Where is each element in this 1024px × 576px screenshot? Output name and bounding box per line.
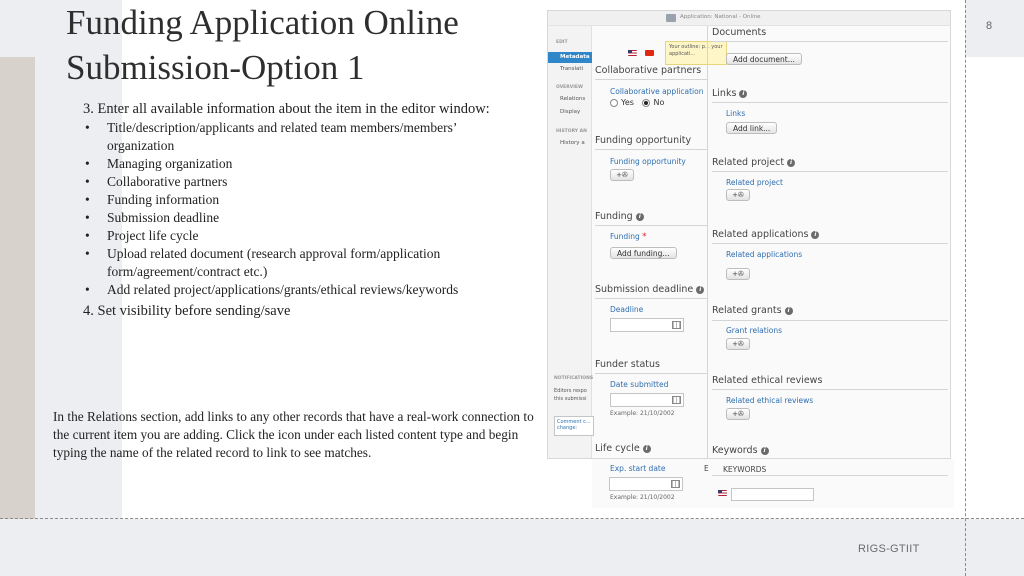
- page-number: 8: [986, 20, 993, 32]
- add-funding-button[interactable]: Add funding...: [610, 247, 677, 259]
- section-title: [595, 284, 704, 295]
- section-title: Funder status: [595, 359, 660, 370]
- calendar-icon[interactable]: [671, 480, 680, 488]
- app-title: Application: National - Online: [680, 14, 761, 20]
- required-marker: *: [642, 232, 647, 242]
- section-title-text: Related project: [712, 157, 785, 168]
- section-title: [712, 157, 795, 168]
- date-submitted-input[interactable]: [610, 393, 684, 407]
- bullet-item: • Managing organization: [83, 155, 503, 173]
- field-label: Grant relations: [726, 326, 783, 335]
- section-title: [712, 305, 793, 316]
- notification-text: Editors respo: [554, 388, 587, 394]
- divider-vertical: [965, 0, 966, 576]
- section-title-text: Funding: [595, 211, 633, 222]
- section-title-text: Keywords: [712, 445, 758, 456]
- nav-item-translations[interactable]: Translati: [560, 66, 584, 72]
- nav-head-history: HISTORY AN: [556, 129, 587, 134]
- add-ethical-review-button[interactable]: +✇: [726, 408, 750, 420]
- relations-note: In the Relations section, add links to any other records that have a real-work connection to the current item you are adding. Click the icon under each listed content type and begin typing the name of the related record to link to see matches.: [53, 409, 534, 460]
- field-label: Exp. start date: [610, 464, 666, 473]
- section-title-text: Submission deadline: [595, 284, 694, 295]
- bullet-item: • Upload related document (research approval form/application form/agreement/contract etc.): [83, 245, 503, 281]
- section-title: [595, 211, 644, 222]
- bullet-list: [83, 119, 503, 299]
- info-icon[interactable]: i: [643, 445, 651, 453]
- field-label: Related applications: [726, 250, 803, 259]
- divider: [712, 475, 948, 476]
- nav-item-relations[interactable]: Relations: [560, 96, 586, 102]
- field-label-text: Funding: [610, 232, 640, 241]
- divider: [595, 79, 707, 80]
- section-title: [712, 445, 769, 456]
- tooltip: Your outline: p... your applicati...: [665, 41, 727, 65]
- radio-no[interactable]: [642, 99, 650, 107]
- example-hint: Example: 21/10/2002: [610, 494, 675, 501]
- radio-label: No: [653, 98, 665, 107]
- field-label: Funding opportunity: [610, 157, 686, 166]
- info-icon[interactable]: i: [785, 307, 793, 315]
- footer-text: RIGS-GTIIT: [858, 543, 920, 555]
- notification-text: this submissi: [554, 396, 587, 402]
- section-title-text: Links: [712, 88, 737, 99]
- info-icon[interactable]: i: [636, 213, 644, 221]
- divider: [595, 298, 707, 299]
- nav-item-history[interactable]: History a: [560, 140, 585, 146]
- keyword-input[interactable]: [731, 488, 814, 501]
- section-title: Related ethical reviews: [712, 375, 823, 386]
- example-hint: Example: 21/10/2002: [610, 410, 675, 417]
- section-title-text: Life cycle: [595, 443, 640, 454]
- info-icon[interactable]: i: [787, 159, 795, 167]
- radio-yes[interactable]: [610, 99, 618, 107]
- bullet-item: • Project life cycle: [83, 227, 503, 245]
- deadline-input[interactable]: [610, 318, 684, 332]
- language-flags: [628, 41, 657, 60]
- section-title: Documents: [712, 27, 767, 38]
- step-3: 3. Enter all available information about the item in the editor window:: [83, 101, 490, 117]
- editor-screenshot-lower: [592, 459, 954, 508]
- add-funding-opportunity-button[interactable]: +✇: [610, 169, 634, 181]
- field-label: Related project: [726, 178, 783, 187]
- cutoff-label: E: [704, 464, 709, 473]
- section-title: Collaborative partners: [595, 65, 702, 76]
- field-label: Related ethical reviews: [726, 396, 814, 405]
- us-flag-icon: [718, 490, 727, 496]
- add-grant-button[interactable]: +✇: [726, 338, 750, 350]
- divider: [712, 171, 948, 172]
- bullet-item: • Funding information: [83, 191, 503, 209]
- section-title: [712, 88, 747, 99]
- field-label: Deadline: [610, 305, 644, 314]
- nav-head-overview: OVERVIEW: [556, 85, 583, 90]
- app-icon: [666, 14, 676, 22]
- section-title-text: Related applications: [712, 229, 809, 240]
- column-divider: [707, 26, 708, 459]
- editor-screenshot: [547, 10, 951, 459]
- calendar-icon[interactable]: [672, 321, 681, 329]
- info-icon[interactable]: i: [739, 90, 747, 98]
- section-title: [595, 443, 651, 454]
- info-icon[interactable]: i: [811, 231, 819, 239]
- divider: [712, 320, 948, 321]
- us-flag-icon[interactable]: [628, 50, 637, 56]
- nav-item-display[interactable]: Display: [560, 109, 581, 115]
- divider: [712, 243, 948, 244]
- calendar-icon[interactable]: [672, 396, 681, 404]
- divider-horizontal: [0, 518, 1024, 519]
- section-title-text: Related grants: [712, 305, 782, 316]
- add-document-button[interactable]: Add document...: [726, 53, 802, 65]
- exp-start-date-input[interactable]: [609, 477, 683, 491]
- nav-head-notifications: NOTIFICATIONS: [554, 376, 594, 381]
- field-label: Links: [726, 109, 746, 118]
- divider: [712, 389, 948, 390]
- divider: [595, 225, 707, 226]
- keywords-column-label: KEYWORDS: [723, 465, 767, 474]
- divider: [712, 41, 948, 42]
- divider: [595, 149, 707, 150]
- editor-sidebar: [548, 26, 592, 459]
- collab-radio-group: [610, 98, 664, 107]
- nav-item-metadata[interactable]: Metadata: [548, 52, 592, 63]
- field-label: [610, 232, 647, 242]
- right-gray-panel: [965, 0, 1024, 57]
- field-label: Collaborative application: [610, 87, 704, 96]
- radio-label: Yes: [621, 98, 634, 107]
- divider: [595, 373, 707, 374]
- info-icon[interactable]: i: [696, 286, 704, 294]
- slide-title: Funding Application Online Submission-Option 1: [66, 3, 459, 87]
- bullet-item: • Collaborative partners: [83, 173, 503, 191]
- bullet-item: • Title/description/applicants and related team members/members’ organization: [83, 119, 503, 155]
- bullet-item: • Add related project/applications/grants/ethical reviews/keywords: [83, 281, 503, 299]
- info-icon[interactable]: i: [761, 447, 769, 455]
- section-title: Funding opportunity: [595, 135, 692, 146]
- add-related-application-button[interactable]: +✇: [726, 268, 750, 280]
- app-title-bar: [548, 11, 951, 26]
- nav-head-edit: EDIT: [556, 40, 568, 45]
- cn-flag-icon[interactable]: [645, 50, 654, 56]
- bullet-item: • Submission deadline: [83, 209, 503, 227]
- comment-field[interactable]: Comment c... change:: [554, 416, 594, 436]
- left-accent-bar: [0, 57, 35, 519]
- add-related-project-button[interactable]: +✇: [726, 189, 750, 201]
- field-label: Date submitted: [610, 380, 669, 389]
- section-title: [712, 229, 819, 240]
- add-link-button[interactable]: Add link...: [726, 122, 777, 134]
- divider: [712, 102, 948, 103]
- step-4: 4. Set visibility before sending/save: [83, 303, 291, 319]
- instructions: [83, 99, 503, 321]
